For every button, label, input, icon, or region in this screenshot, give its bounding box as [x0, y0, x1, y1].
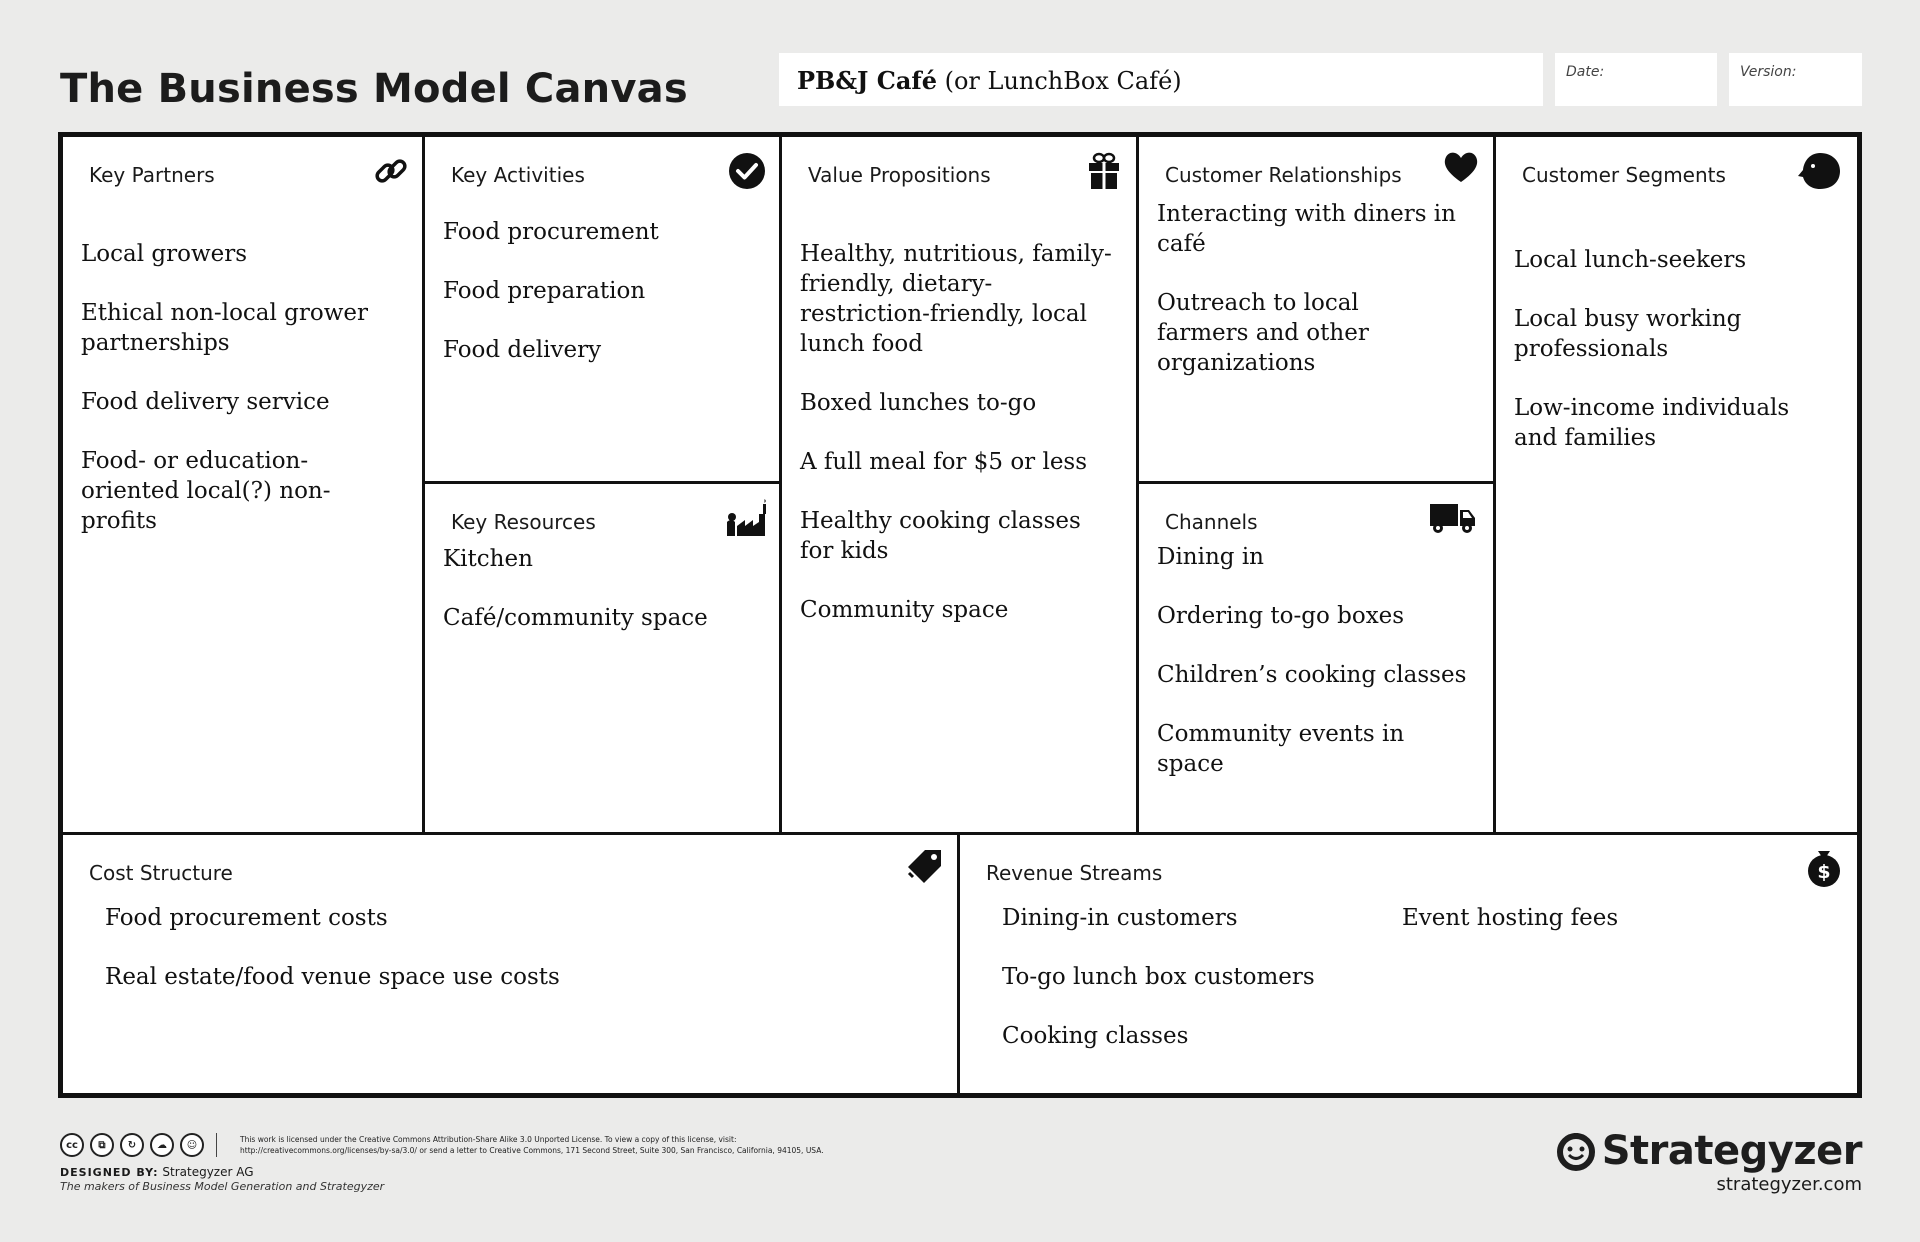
canvas-name-field[interactable]	[779, 53, 1543, 106]
date-label: Date:	[1566, 64, 1605, 80]
revenue-streams-list-2	[1402, 903, 1618, 962]
cc-icon: cc	[60, 1133, 84, 1157]
block-channels	[1139, 484, 1496, 832]
block-title: Cost Structure	[89, 861, 233, 885]
block-title: Value Propositions	[808, 163, 991, 187]
designed-by-value: Strategyzer AG	[158, 1165, 254, 1179]
truck-icon	[1429, 496, 1477, 536]
list-item: Interacting with diners in café	[1157, 201, 1456, 257]
attribution-person-icon: ☺	[180, 1133, 204, 1157]
block-value-propositions	[782, 137, 1139, 832]
list-item: Food preparation	[443, 278, 646, 304]
canvas-name-rest: (or LunchBox Café)	[936, 67, 1182, 95]
money-bag-icon	[1804, 847, 1844, 887]
version-field[interactable]	[1729, 53, 1862, 106]
list-item: Children’s cooking classes	[1157, 662, 1467, 688]
makers-tagline: The makers of Business Model Generation and Strategyzer	[60, 1180, 385, 1193]
block-title: Revenue Streams	[986, 861, 1163, 885]
list-item: Food delivery service	[81, 389, 330, 415]
svg-text:$: $	[1817, 861, 1831, 883]
gift-icon	[1084, 151, 1124, 191]
brand-url: strategyzer.com	[1716, 1174, 1862, 1195]
canvas-name	[797, 66, 1182, 95]
list-item: Local busy working professionals	[1514, 306, 1742, 362]
list-item: Food- or education-oriented local(?) non-profits	[81, 448, 331, 534]
block-customer-relationships	[1139, 137, 1496, 484]
version-label: Version:	[1740, 64, 1797, 80]
value-propositions-list	[800, 239, 1118, 654]
channels-list	[1157, 542, 1475, 808]
list-item: Ethical non-local grower partnerships	[81, 300, 369, 356]
list-item: Food procurement costs	[105, 905, 388, 931]
list-item: Dining in	[1157, 544, 1264, 570]
price-tag-icon	[905, 847, 945, 887]
remix-icon: ☁	[150, 1133, 174, 1157]
key-activities-list	[443, 217, 761, 394]
license-line-2: http://creativecommons.org/licenses/by-sa/3.0/ or send a letter to Creative Commons, 171 Second Street, Suite 300, San Francisco, California, 94105, USA.	[240, 1146, 824, 1155]
license-line-1: This work is licensed under the Creative Commons Attribution-Share Alike 3.0 Unported License. To view a copy of this license, visit:	[240, 1135, 737, 1144]
block-title: Customer Segments	[1522, 163, 1726, 187]
business-model-canvas	[58, 132, 1862, 1098]
page-title: The Business Model Canvas	[60, 66, 688, 112]
customer-relationships-list	[1157, 199, 1475, 407]
block-title: Key Resources	[451, 510, 596, 534]
key-partners-list	[81, 239, 404, 565]
list-item: Ordering to-go boxes	[1157, 603, 1405, 629]
block-title: Channels	[1165, 510, 1258, 534]
link-icon	[371, 151, 411, 191]
key-resources-list	[443, 544, 761, 662]
block-customer-segments	[1496, 137, 1857, 832]
strategyzer-logo-icon	[1554, 1131, 1598, 1171]
check-circle-icon	[727, 151, 767, 191]
list-item: Kitchen	[443, 546, 533, 572]
factory-icon	[725, 498, 773, 538]
list-item: Dining-in customers	[1002, 905, 1238, 931]
designed-by	[60, 1165, 254, 1179]
list-item: Healthy cooking classes for kids	[800, 508, 1081, 564]
date-field[interactable]	[1555, 53, 1717, 106]
face-icon	[1796, 151, 1842, 191]
block-title: Key Activities	[451, 163, 585, 187]
list-item: Community events in space	[1157, 721, 1405, 777]
block-title: Key Partners	[89, 163, 215, 187]
canvas-name-bold: PB&J Café	[797, 66, 937, 95]
block-key-partners	[63, 137, 425, 832]
list-item: Food delivery	[443, 337, 602, 363]
list-item: Boxed lunches to-go	[800, 390, 1037, 416]
attribution-copy-icon: ⧉	[90, 1133, 114, 1157]
list-item: Outreach to local farmers and other organizations	[1157, 290, 1369, 376]
heart-icon	[1441, 147, 1481, 187]
list-item: Food procurement	[443, 219, 659, 245]
divider	[216, 1133, 217, 1157]
cost-structure-list	[105, 903, 939, 1021]
list-item: Cooking classes	[1002, 1023, 1189, 1049]
list-item: Healthy, nutritious, family-friendly, dietary-restriction-friendly, local lunch food	[800, 241, 1112, 357]
block-cost-structure	[63, 832, 960, 1093]
list-item: Low-income individuals and families	[1514, 395, 1790, 451]
share-alike-icon: ↻	[120, 1133, 144, 1157]
list-item: Real estate/food venue space use costs	[105, 964, 560, 990]
list-item: Local lunch-seekers	[1514, 247, 1747, 273]
brand-name: Strategyzer	[1601, 1128, 1862, 1174]
block-title: Customer Relationships	[1165, 163, 1402, 187]
block-key-resources	[425, 484, 782, 832]
list-item: Café/community space	[443, 605, 708, 631]
list-item: Community space	[800, 597, 1009, 623]
license-text	[240, 1134, 890, 1156]
list-item: Event hosting fees	[1402, 905, 1619, 931]
customer-segments-list	[1514, 245, 1839, 482]
license-icons	[60, 1133, 223, 1157]
list-item: A full meal for $5 or less	[800, 449, 1088, 475]
list-item: To-go lunch box customers	[1002, 964, 1315, 990]
revenue-streams-list-1	[1002, 903, 1315, 1080]
designed-by-label: DESIGNED BY:	[60, 1166, 159, 1179]
block-revenue-streams	[960, 832, 1857, 1093]
block-key-activities	[425, 137, 782, 484]
list-item: Local growers	[81, 241, 248, 267]
strategyzer-logo	[1554, 1128, 1862, 1174]
